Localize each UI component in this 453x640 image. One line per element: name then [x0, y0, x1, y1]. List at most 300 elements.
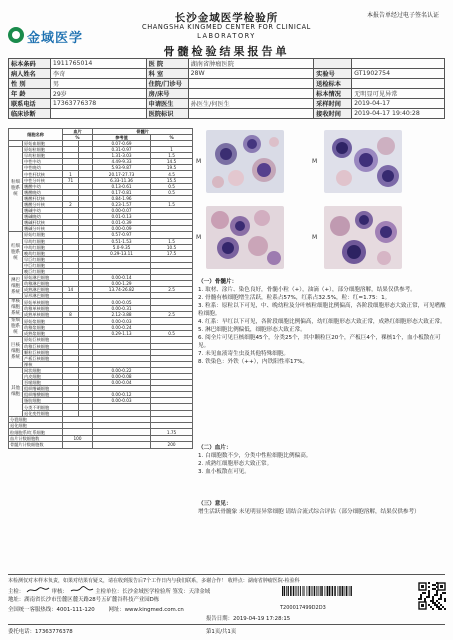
ref-range: 0.00-0.24	[93, 324, 151, 330]
patient-info-table	[8, 58, 445, 119]
barcode-bar	[340, 586, 341, 596]
qr-cell	[428, 582, 430, 584]
barcode-bar	[327, 586, 329, 596]
cell-name: 嗜酸晚幼	[23, 189, 63, 195]
qr-cell	[436, 600, 438, 602]
finding-line: 4. 红系：早红以下可见，各阶段细胞比例偏高，幼红细胞形态大致正常，成熟红细胞形态大致正常。	[198, 319, 446, 325]
ref-range: 0.00-0.05	[93, 299, 151, 305]
qr-cell	[440, 596, 442, 598]
barcode-number: T200017499D2D3	[280, 605, 326, 611]
cell-name: 原始血细胞	[23, 141, 63, 147]
image-label-1: M	[196, 158, 202, 165]
micrograph-3-image	[206, 206, 284, 269]
cell-name: 网状细胞	[23, 367, 63, 373]
barcode-bar	[316, 586, 317, 596]
cell-name: 裸核	[23, 361, 63, 367]
barcode-bar	[326, 586, 327, 596]
info-label: 实验号	[314, 69, 352, 79]
barcode-bar	[309, 586, 311, 596]
cell-name: 退化变性细胞	[23, 410, 63, 416]
marrow-section-title: （一）骨髓片：	[198, 279, 238, 285]
cell-category: 淋巴细胞系统	[9, 275, 23, 299]
cell-count-table	[8, 128, 193, 449]
ref-range: 0.00-0.04	[93, 380, 151, 386]
info-value: 孙医生/何医生	[188, 99, 314, 109]
barcode-bar	[321, 586, 323, 596]
cell-name: 组织嗜酸细胞	[23, 392, 63, 398]
barcode-icon	[282, 586, 352, 596]
cell-category: 单核细胞系统	[9, 299, 23, 318]
ref-range: 0.00-0.03	[93, 398, 151, 404]
qr-cell	[434, 594, 436, 596]
delegation-phone: 委托电话：17363776378	[8, 629, 73, 635]
finding-line: 3. 粒系：原粒以下可见，中、晚幼粒及分叶核粒细胞比例偏高，各阶段细胞形态大致正常，可见嗜酸粒细胞。	[198, 303, 446, 317]
info-label: 医院标识	[146, 109, 188, 119]
marrow-value: 0.5	[151, 189, 193, 195]
ref-range: 0.84-1.96	[93, 195, 151, 201]
barcode-bar	[303, 586, 304, 596]
cell-name: 成熟单核细胞	[23, 312, 63, 318]
barcode-bar	[344, 586, 345, 596]
cell-name: 中性晚幼	[23, 165, 63, 171]
qr-cell	[440, 604, 442, 606]
footer-rule	[8, 624, 445, 625]
blood-value: 14	[63, 287, 79, 293]
qr-cell	[434, 602, 436, 604]
cell-name: 嗜碱中幼	[23, 208, 63, 214]
barcode-bar	[306, 586, 307, 596]
qr-cell	[428, 596, 430, 598]
summary-marrow: 200	[151, 442, 193, 448]
micrograph-4	[324, 206, 402, 269]
barcode-bar	[302, 586, 303, 596]
address-line: 地址：湖南省长沙市岳麓区麓天路28号五矿麓谷科技产业园D栋	[8, 597, 160, 603]
website: www.kingmed.com.cn	[124, 607, 184, 613]
ref-range: 0.29-13.11	[93, 250, 151, 256]
qr-cell	[428, 604, 430, 606]
tester-label: 主检：	[8, 589, 25, 595]
report-title: 骨髓检验结果报告单	[163, 45, 290, 58]
finding-line: 增生活跃骨髓象 未见明显异常细胞 请结合流式综合评估（部分细胞溶解，结果仅供参考）	[198, 509, 420, 515]
ref-range: 1.31-3.03	[93, 153, 151, 159]
barcode-bar	[282, 586, 283, 596]
marrow-value: 10.5	[151, 244, 193, 250]
qr-cell	[428, 586, 430, 588]
info-value: 男	[50, 79, 146, 89]
contact-line	[8, 605, 184, 613]
qr-cell	[444, 592, 446, 594]
info-label: 性 别	[9, 79, 51, 89]
qr-cell	[432, 598, 434, 600]
qr-cell	[430, 606, 432, 608]
cell-name: 颗粒巨核细胞	[23, 349, 63, 355]
micrograph-4-image	[324, 206, 402, 269]
cell-name: 组织嗜碱细胞	[23, 386, 63, 392]
info-label	[314, 59, 352, 69]
cell-name: 成熟浆细胞	[23, 331, 63, 337]
cell-name: 原始粒细胞	[23, 147, 63, 153]
barcode-bar	[334, 586, 336, 596]
qr-cell	[432, 600, 434, 602]
opinion	[198, 500, 446, 516]
signature-line	[8, 585, 210, 595]
print-line	[206, 614, 290, 622]
info-row	[9, 69, 445, 79]
cell-name: 中性中幼	[23, 159, 63, 165]
micrograph-1	[206, 130, 284, 193]
qr-cell	[436, 594, 438, 596]
summary-blood	[63, 442, 93, 448]
info-label: 科 室	[146, 69, 188, 79]
marrow-value: 17.5	[151, 250, 193, 256]
cell-name: 幼稚单核细胞	[23, 305, 63, 311]
marrow-value: 1.5	[151, 238, 193, 244]
org-name-en: CHANGSHA KINGMED CENTER FOR CLINICAL	[142, 23, 311, 31]
ref-range: 0.00-0.31	[93, 305, 151, 311]
info-value	[352, 79, 445, 89]
summary-blood: 100	[63, 435, 93, 441]
qr-cell	[440, 594, 442, 596]
summary-label: 血片计数细胞数	[9, 435, 63, 441]
ref-range: 0.01-0.39	[93, 220, 151, 226]
ref-range: 0.00-0.09	[93, 226, 151, 232]
cell-name: 晚幼红细胞	[23, 250, 63, 256]
qr-cell	[420, 596, 422, 598]
cell-name: 嗜酸杆状核	[23, 195, 63, 201]
barcode-bar	[329, 586, 331, 596]
marrow-value: 1.5	[151, 201, 193, 207]
finding-line: 8. 铁染色：外铁（++），内铁阳性率17%。	[198, 359, 309, 365]
blood-value: 1	[63, 171, 79, 177]
hotline-label: 全国统一客服热线：	[8, 607, 57, 613]
barcode-bar	[318, 586, 319, 596]
ref-range: 0.00-0.08	[93, 374, 151, 380]
info-label: 接收时间	[314, 109, 352, 119]
finding-line: 1. 白细胞数不少，分类中性粒细胞比例偏高。	[198, 453, 312, 459]
qr-cell	[444, 600, 446, 602]
info-value: 2019-04-17	[352, 99, 445, 109]
qr-cell	[428, 594, 430, 596]
barcode-bar	[348, 586, 349, 596]
info-label: 医 院	[146, 59, 188, 69]
ref-range: 0.00-0.07	[93, 208, 151, 214]
barcode-bar	[284, 586, 286, 596]
summary-row	[9, 442, 193, 448]
summary-ref	[93, 442, 151, 448]
barcode-bar	[351, 586, 352, 596]
ref-header: 参考值	[93, 135, 151, 141]
print-label: 报告日期：	[206, 616, 233, 622]
qr-cell	[440, 598, 442, 600]
blood-findings	[198, 444, 446, 476]
org-name-cn: 长沙金域医学检验所	[174, 12, 279, 24]
cell-name: 嗜碱晚幼	[23, 214, 63, 220]
marrow-value: 2.5	[151, 312, 193, 318]
finding-line: 2. 骨髓有核细胞增生活跃，粒系占57%，红系占32.5%，粒：红=1.75：1。	[198, 295, 391, 301]
info-label: 送检标本	[314, 79, 352, 89]
barcode-bar	[290, 586, 292, 596]
barcode-bar	[314, 586, 316, 596]
qr-cell	[436, 606, 438, 608]
qr-cell	[422, 592, 424, 594]
barcode-bar	[342, 586, 344, 596]
ref-range: 0.17-0.81	[93, 189, 151, 195]
finding-line: 2. 成熟红细胞形态大致正常。	[198, 461, 273, 467]
cell-name: 早幼粒细胞	[23, 153, 63, 159]
qr-cell	[436, 604, 438, 606]
qr-cell	[444, 598, 446, 600]
reviewer-label: 审核：	[51, 589, 68, 595]
info-value: 李奇	[50, 69, 146, 79]
marrow-pct-header: %	[151, 135, 193, 141]
ref-range: 0.00-0.12	[93, 392, 151, 398]
barcode-bar	[286, 586, 287, 596]
qr-cell	[438, 598, 440, 600]
cell-name: 成熟淋巴细胞	[23, 287, 63, 293]
qr-cell	[442, 606, 444, 608]
barcode-bar	[312, 586, 313, 596]
cell-category: 浆细胞系统	[9, 318, 23, 337]
barcode-bar	[298, 586, 299, 596]
barcode-bar	[324, 586, 325, 596]
summary-label: 退化细胞	[9, 423, 63, 429]
website-label: 网址：	[108, 607, 125, 613]
cell-name: 早巨红细胞	[23, 256, 63, 262]
cell-name: 幼稚淋巴细胞	[23, 281, 63, 287]
info-value	[188, 89, 314, 99]
marrow-header: 骨髓片	[93, 129, 193, 135]
info-label: 临床诊断	[9, 109, 51, 119]
qr-cell	[424, 598, 426, 600]
info-value: 29岁	[50, 89, 146, 99]
barcode-bar	[350, 586, 351, 596]
info-label: 标本条码	[9, 59, 51, 69]
ref-range: 13.74-26.82	[93, 287, 151, 293]
info-label: 标本情况	[314, 89, 352, 99]
qr-cell	[434, 588, 436, 590]
qr-cell	[434, 584, 436, 586]
print-time: 2019-04-19 17:28:15	[232, 616, 291, 622]
cell-name: 分类不明细胞	[23, 404, 63, 410]
cell-name: 原始淋巴细胞	[23, 275, 63, 281]
ref-range: 5.0-9.35	[93, 244, 151, 250]
info-label: 病人姓名	[9, 69, 51, 79]
info-row	[9, 99, 445, 109]
qr-cell	[440, 608, 442, 610]
qr-cell	[426, 596, 428, 598]
finding-line: 5. 淋巴细胞比例偏低，细胞形态大致正常。	[198, 327, 306, 333]
cell-category: 红细胞系统	[9, 232, 23, 275]
cell-name: 原始单核细胞	[23, 299, 63, 305]
barcode-bar	[337, 586, 338, 596]
ref-range: 0.31-0.97	[93, 147, 151, 153]
info-value	[50, 109, 146, 119]
ref-range: 0.51-1.53	[93, 238, 151, 244]
barcode-bar	[304, 586, 305, 596]
finding-line: 1. 取材、涂片、染色良好，骨髓小粒（+），油滴（+），部分细胞溶解，结果仅供参考。	[198, 287, 416, 293]
qr-cell	[424, 592, 426, 594]
image-label-3: M	[196, 234, 202, 241]
info-value: GT1902754	[352, 69, 445, 79]
qr-cell	[442, 592, 444, 594]
blood-section-title: （二）血片：	[198, 445, 232, 451]
cell-name: 产板巨核细胞	[23, 355, 63, 361]
tester-signature-icon	[26, 586, 50, 594]
cell-name: 原始巨核细胞	[23, 337, 63, 343]
ref-range: 0.00-0.22	[93, 367, 151, 373]
micrograph-1-image	[206, 130, 284, 193]
qr-cell	[432, 602, 434, 604]
qr-cell	[428, 592, 430, 594]
org-name-lab: LABORATORY	[197, 32, 256, 40]
summary-marrow: 1.75	[151, 429, 193, 435]
ref-range: 0.01-0.13	[93, 214, 151, 220]
ref-range: 0.13-0.61	[93, 183, 151, 189]
cell-category: 其他细胞	[9, 367, 23, 416]
info-row	[9, 59, 445, 69]
qr-cell	[444, 608, 446, 610]
info-label: 住院/门诊号	[146, 79, 188, 89]
marrow-value: 2.5	[151, 287, 193, 293]
blood-header: 血片	[63, 129, 93, 135]
cell-name: 异形淋巴细胞	[23, 293, 63, 299]
ref-range: 2.12-3.88	[93, 312, 151, 318]
cell-name: 晚巨红细胞	[23, 268, 63, 274]
barcode-bar	[308, 586, 309, 596]
logo-text: 金域医学	[27, 31, 84, 46]
qr-cell	[438, 602, 440, 604]
marrow-value: 14.5	[151, 159, 193, 165]
qr-cell	[432, 584, 434, 586]
page-number: 第1页/共1页	[206, 629, 237, 635]
micrograph-2	[324, 130, 402, 193]
barcode-bar	[339, 586, 340, 596]
info-value: 湖南省肿瘤医院	[188, 59, 314, 69]
cell-name: 幼稚巨核细胞	[23, 343, 63, 349]
marrow-value: 15.5	[151, 177, 193, 183]
blood-value: 2	[63, 201, 79, 207]
qr-cell	[432, 588, 434, 590]
info-value: 17363776378	[50, 99, 146, 109]
info-value	[188, 109, 314, 119]
qr-cell	[428, 590, 430, 592]
image-label-4: M	[312, 234, 318, 241]
hotline: 4001-111-120	[56, 607, 95, 613]
info-row	[9, 89, 445, 99]
barcode-bar	[320, 586, 321, 596]
summary-label: 骨髓片计数细胞数	[9, 442, 63, 448]
info-label: 年 龄	[9, 89, 51, 99]
summary-label: 粒细胞系/红系细胞	[9, 429, 63, 435]
info-value: 2019-04-17 19:40:28	[352, 109, 445, 119]
reviewer-signature-icon	[70, 586, 94, 594]
cell-name: 中幼红细胞	[23, 244, 63, 250]
barcode-bar	[293, 586, 295, 596]
ref-range: 0.00-1.29	[93, 281, 151, 287]
qr-cell	[432, 596, 434, 598]
barcode-bar	[288, 586, 289, 596]
marrow-value: 1	[151, 147, 193, 153]
cell-name: 脂肪细胞	[23, 398, 63, 404]
ref-range: 0.07-0.69	[93, 141, 151, 147]
e-sign-note: 本报告单经过电子签名认证	[366, 12, 439, 19]
qr-cell	[434, 604, 436, 606]
info-label: 申请医生	[146, 99, 188, 109]
cell-name: 嗜酸中幼	[23, 183, 63, 189]
ref-range: 20.17-27.73	[93, 171, 151, 177]
barcode-bar	[346, 586, 348, 596]
info-label: 联系电话	[9, 99, 51, 109]
ref-range: 0.00-0.03	[93, 318, 151, 324]
barcode-bar	[332, 586, 334, 596]
finding-line: 3. 血小板散在可见。	[198, 469, 250, 475]
image-label-2: M	[312, 158, 318, 165]
info-value	[352, 59, 445, 69]
ref-range: 0.57-0.97	[93, 232, 151, 238]
micrograph-3	[206, 206, 284, 269]
info-value: 28W	[188, 69, 314, 79]
cell-name: 中性杆状核	[23, 171, 63, 177]
qr-code-icon	[418, 582, 446, 610]
info-label: 房/床号	[146, 89, 188, 99]
ref-range: 6.33-11.36	[93, 177, 151, 183]
cell-name: 幼稚浆细胞	[23, 324, 63, 330]
operator-text: 主检单位：长沙金域医学检验所	[95, 589, 171, 595]
cell-name: 中性分叶核	[23, 177, 63, 183]
qr-cell	[420, 598, 422, 600]
info-label: 采样时间	[314, 99, 352, 109]
qr-cell	[438, 606, 440, 608]
barcode-bar	[300, 586, 301, 596]
opinion-section-title: （三）意见：	[198, 501, 232, 507]
qr-cell	[430, 600, 432, 602]
cell-name: 早幼红细胞	[23, 238, 63, 244]
qr-cell	[418, 598, 420, 600]
cell-name: 原始红细胞	[23, 232, 63, 238]
ref-range: 4.49-9.33	[93, 159, 151, 165]
specimen-status: 无明显可见异常	[352, 89, 445, 99]
info-row	[9, 79, 445, 89]
ref-range: 5.93-9.87	[93, 165, 151, 171]
marrow-findings	[198, 278, 446, 366]
cell-category: 巨核细胞系统	[9, 337, 23, 367]
qr-cell	[436, 592, 438, 594]
marrow-value: 4.5	[151, 171, 193, 177]
marrow-value: 0.5	[151, 183, 193, 189]
issuer-text: 签发：天津金域	[172, 589, 211, 595]
summary-label: 分裂细胞	[9, 416, 63, 422]
cell-name: 内皮细胞	[23, 374, 63, 380]
qr-cell	[432, 608, 434, 610]
micrograph-2-image	[324, 130, 402, 193]
cell-name: 吞噬细胞	[23, 380, 63, 386]
cell-name-header: 细胞名称	[9, 129, 63, 141]
qr-cell	[438, 608, 440, 610]
blood-value: 71	[63, 177, 79, 183]
disclaimer-note: 本检测仅对本样本负责，如果对结果有疑义，请在收到报告后7个工作日内与我们联系，多谢合作！ 收样点：湖南省肿瘤医院-检验科	[8, 574, 445, 584]
ref-range: 0.23-1.57	[93, 201, 151, 207]
qr-cell	[420, 594, 422, 596]
ref-range: 0.00-0.14	[93, 275, 151, 281]
finding-line: 7. 未见血液寄生虫及其他特殊细胞。	[198, 351, 290, 357]
cell-name: 嗜碱分叶核	[23, 226, 63, 232]
finding-line: 6. 阅全片可见巨核细胞45个，分类25个，其中颗粒巨20个，产板巨4个，裸核1个，血小板散在可见。	[198, 335, 441, 349]
info-value: 1911765014	[50, 59, 146, 69]
barcode-bar	[296, 586, 297, 596]
info-value	[188, 79, 314, 89]
cell-name: 嗜碱杆状核	[23, 220, 63, 226]
cell-category: 粒细胞系统	[9, 147, 23, 232]
